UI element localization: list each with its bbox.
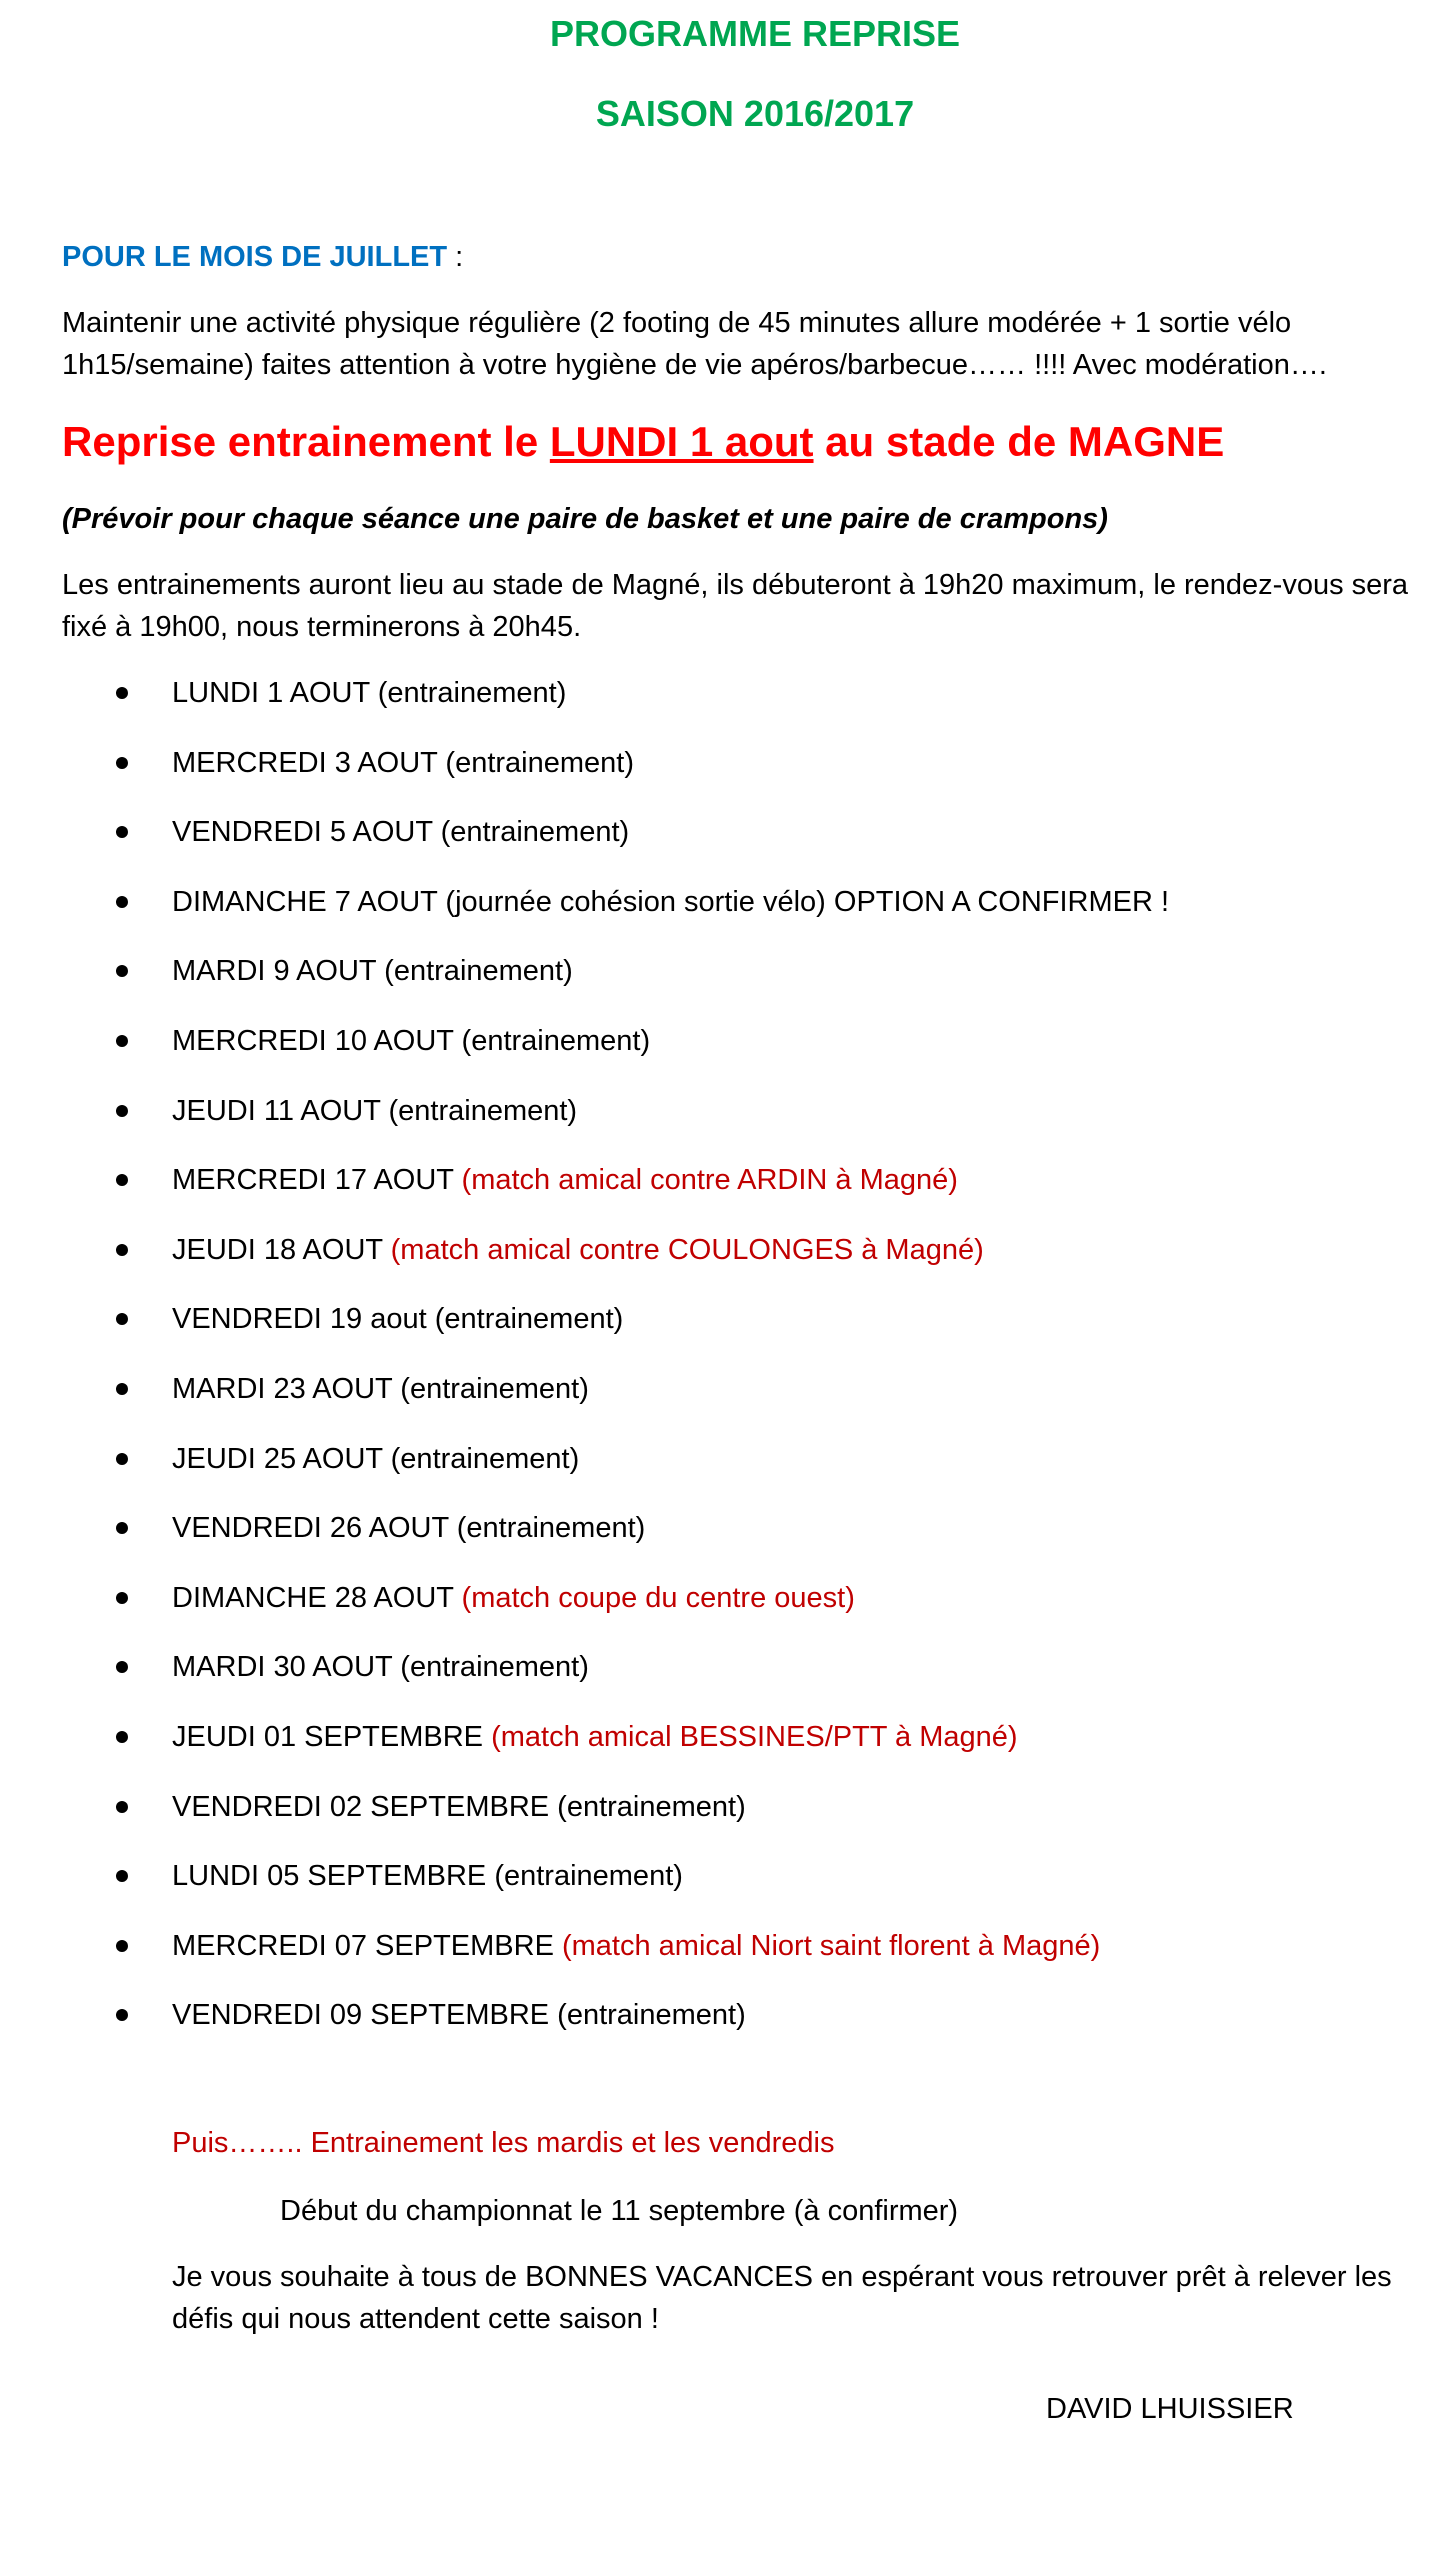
bullet-icon [116,1870,128,1882]
schedule-detail: (entrainement) [369,677,567,709]
schedule-detail: (journée cohésion sortie vélo) OPTION A CONFIRMER ! [437,885,1170,918]
bullet-icon [116,1313,128,1325]
page-title: PROGRAMME REPRISE [549,13,961,54]
schedule-item [0,1788,1440,1858]
schedule-date: JEUDI 11 AOUT [172,1094,381,1127]
bullet-icon [116,896,128,908]
reprise-suffix: au stade de MAGNE [813,418,1225,465]
schedule-item-text [172,1231,984,1269]
schedule-date: VENDREDI 26 AOUT [172,1512,449,1545]
schedule-item-text [172,1022,650,1060]
schedule-match-detail: (match amical BESSINES/PTT à Magné) [483,1720,1018,1753]
schedule-item-text [172,1996,746,2034]
schedule-date: LUNDI 05 SEPTEMBRE [172,1860,487,1893]
schedule-item-text [172,1648,589,1686]
july-heading-label: POUR LE MOIS DE JUILLET [62,241,448,273]
schedule-date: MARDI 9 AOUT [172,955,377,988]
season-subtitle: SAISON 2016/2017 [595,93,915,134]
schedule-item-text [172,1718,1018,1756]
schedule-detail: (entrainement) [392,1372,589,1405]
equipment-note: (Prévoir pour chaque séance une paire de basket et une paire de crampons) [62,503,1108,535]
bullet-icon [116,1035,128,1047]
schedule-item [0,813,1440,883]
championship-start: Début du championnat le 11 septembre (à confirmer) [280,2195,959,2227]
schedule-date: VENDREDI 09 SEPTEMBRE [172,1999,550,2032]
schedule-date: DIMANCHE 7 AOUT [172,885,438,918]
schedule-date: MERCREDI 10 AOUT [172,1024,454,1057]
schedule-date: VENDREDI 19 aout [172,1303,427,1336]
bullet-icon [116,1731,128,1743]
bullet-icon [116,1661,128,1673]
training-info: Les entrainements auront lieu au stade de Magné, ils débuteront à 19h20 maximum, le rendez-vous sera fixé à 19h00, nous terminerons à 20h45. [62,569,1409,643]
schedule-item [0,674,1440,744]
schedule-date: MERCREDI 17 AOUT [172,1164,454,1197]
schedule-match-detail: (match amical contre COULONGES à Magné) [382,1233,984,1266]
schedule-item [0,1996,1440,2066]
schedule-item-text [172,1579,855,1617]
schedule-item-text [172,1788,746,1826]
schedule-date: VENDREDI 5 AOUT [172,816,433,849]
schedule-item [0,1927,1440,1997]
schedule-date: MARDI 23 AOUT [172,1372,393,1405]
schedule-date: VENDREDI 02 SEPTEMBRE [172,1790,550,1823]
schedule-item [0,1231,1440,1301]
schedule-item-text [172,744,634,782]
bullet-icon [116,2009,128,2021]
schedule-detail: (entrainement) [376,955,573,988]
schedule-detail: (entrainement) [549,1790,746,1823]
bullet-icon [116,1174,128,1186]
schedule-item-text [172,1440,579,1478]
july-instructions: Maintenir une activité physique régulière (2 footing de 45 minutes allure modérée + 1 sortie vélo 1h15/semaine) faites attention à votre hygiène de vie apéros/barbecue…… !!!! Avec modération…. [62,307,1327,381]
schedule-item-text [172,1857,683,1895]
schedule-item [0,1092,1440,1162]
schedule-item-text [172,952,573,990]
schedule-date: MERCREDI 07 SEPTEMBRE [172,1929,554,1962]
schedule-item-text [172,813,629,851]
bullet-icon [116,1105,128,1117]
bullet-icon [116,965,128,977]
july-heading [62,238,463,276]
bullet-icon [116,1940,128,1952]
bullet-icon [116,1801,128,1813]
schedule-detail: (entrainement) [392,1651,589,1684]
schedule-item-text [172,883,1169,921]
bullet-icon [116,826,128,838]
schedule-item-text [172,674,566,712]
bullet-icon [116,1592,128,1604]
schedule-date: DIMANCHE 28 AOUT [172,1581,454,1614]
schedule-item-text [172,1509,645,1547]
schedule-match-detail: (match amical contre ARDIN à Magné) [453,1164,958,1197]
schedule-item [0,883,1440,953]
schedule-date: JEUDI 01 SEPTEMBRE [172,1720,484,1753]
reprise-prefix: Reprise entrainement le [62,418,550,465]
schedule-item-text [172,1161,958,1199]
schedule-match-detail: (match amical Niort saint florent à Magné) [553,1929,1101,1962]
schedule-match-detail: (match coupe du centre ouest) [453,1581,855,1614]
schedule-date: MERCREDI 3 AOUT [172,746,438,779]
schedule-item [0,1300,1440,1370]
schedule-date: JEUDI 25 AOUT [172,1442,383,1475]
schedule-item [0,1579,1440,1649]
bullet-icon [116,1522,128,1534]
after-schedule-note: Puis…….. Entrainement les mardis et les vendredis [172,2127,835,2159]
schedule-date: LUNDI 1 AOUT [172,677,370,709]
schedule-item [0,1440,1440,1510]
schedule-item [0,1648,1440,1718]
july-heading-colon: : [447,241,464,273]
schedule-item [0,1509,1440,1579]
bullet-icon [116,1453,128,1465]
schedule-detail: (entrainement) [549,1999,746,2032]
signature: DAVID LHUISSIER [1046,2393,1294,2425]
bullet-icon [116,1244,128,1256]
schedule-detail: (entrainement) [453,1024,651,1057]
schedule-item-text [172,1370,589,1408]
bullet-icon [116,1383,128,1395]
schedule-detail: (entrainement) [380,1094,578,1127]
schedule-item-text [172,1927,1100,1965]
schedule-item [0,952,1440,1022]
schedule-detail: (entrainement) [448,1512,646,1545]
bullet-icon [116,757,128,769]
schedule-item [0,1370,1440,1440]
schedule-list [0,674,1440,2066]
schedule-detail: (entrainement) [432,816,630,849]
schedule-item [0,1718,1440,1788]
schedule-detail: (entrainement) [486,1860,683,1893]
schedule-item-text [172,1300,623,1338]
schedule-date: MARDI 30 AOUT [172,1651,393,1684]
schedule-detail: (entrainement) [382,1442,580,1475]
reprise-announcement [62,414,1224,470]
schedule-item [0,1857,1440,1927]
schedule-item [0,1161,1440,1231]
schedule-detail: (entrainement) [426,1303,624,1336]
holiday-wishes: Je vous souhaite à tous de BONNES VACANCES en espérant vous retrouver prêt à relever les défis qui nous attendent cette saison ! [172,2261,1392,2335]
schedule-item-text [172,1092,577,1130]
bullet-icon [116,687,128,699]
schedule-detail: (entrainement) [437,746,635,779]
schedule-date: JEUDI 18 AOUT [172,1233,383,1266]
schedule-item [0,1022,1440,1092]
schedule-item [0,744,1440,814]
reprise-date: LUNDI 1 aout [549,418,814,465]
